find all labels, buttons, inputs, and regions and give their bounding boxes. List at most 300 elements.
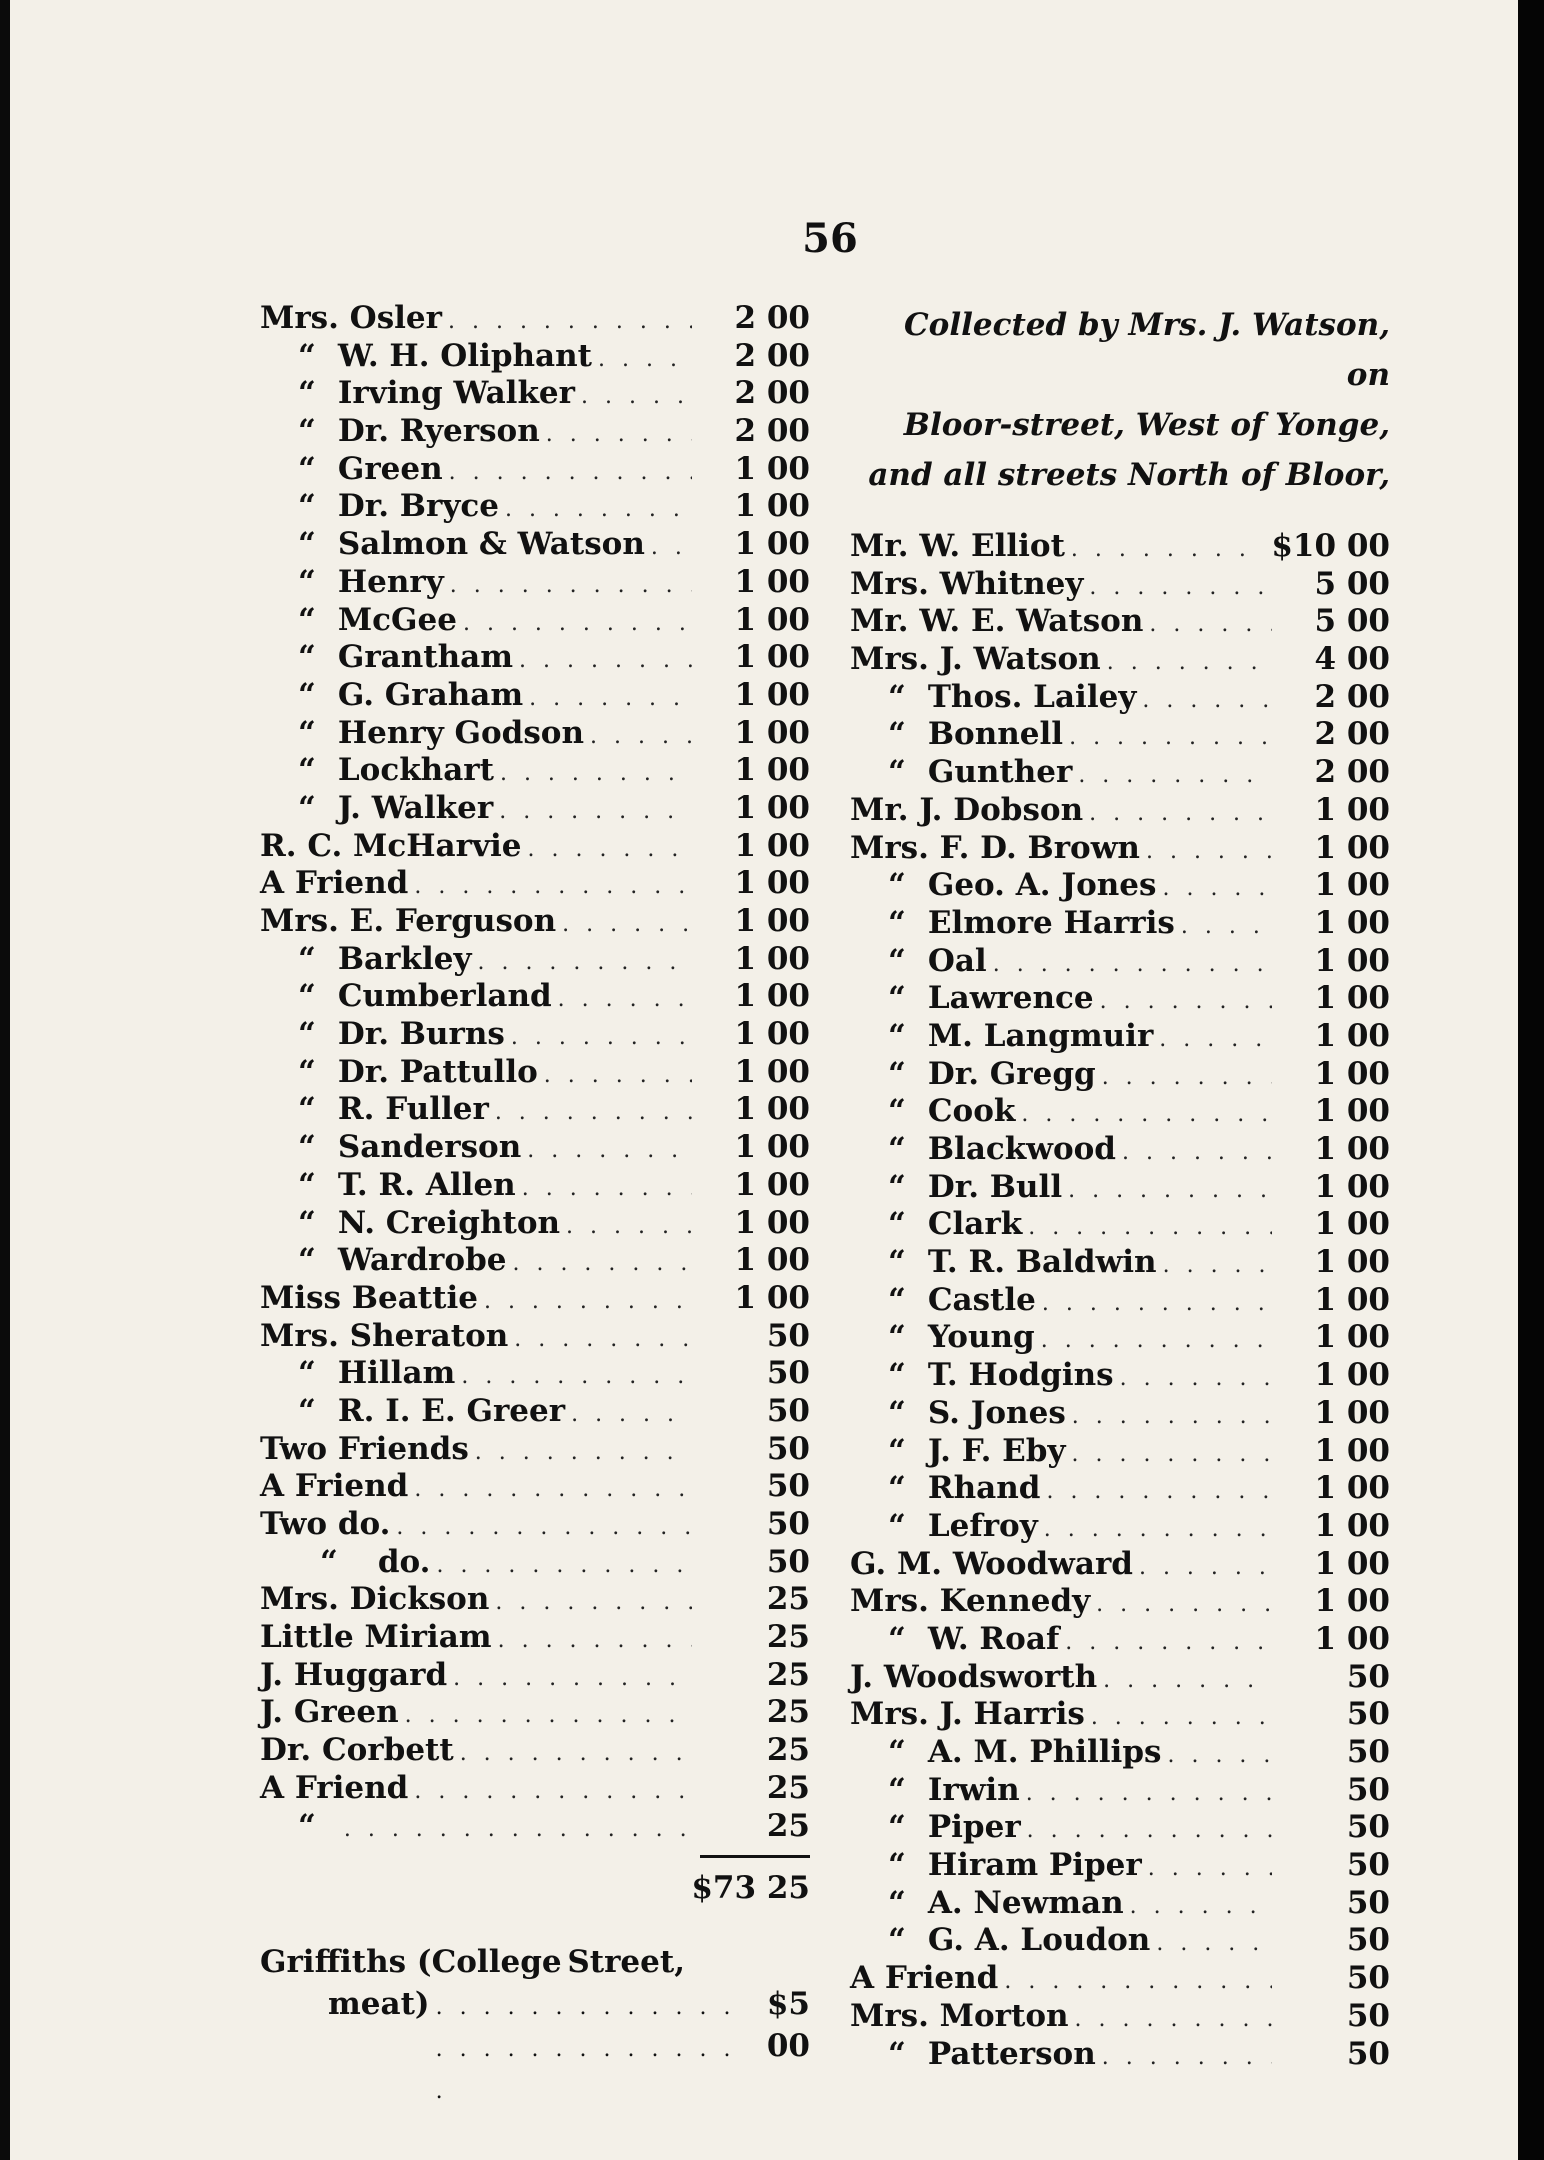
- ditto-mark: “: [888, 716, 906, 753]
- ditto-mark: “: [298, 1242, 316, 1279]
- leader-dots: [1102, 1059, 1272, 1097]
- donor-name: [260, 715, 584, 753]
- donor-name-text: Oal: [927, 942, 987, 979]
- list-item: [850, 1470, 1390, 1508]
- list-item: [260, 602, 810, 640]
- donation-amount: 50: [766, 1543, 810, 1580]
- donation-amount: 1 00: [1314, 1206, 1390, 1243]
- donor-name-text: S. Jones: [927, 1394, 1066, 1431]
- donor-name: [850, 1093, 1015, 1131]
- donor-name-text: Mrs. Morton: [850, 1997, 1069, 2034]
- donor-name-text: Dr. Bull: [927, 1168, 1063, 1205]
- list-item: [260, 338, 810, 376]
- ditto-mark: “: [888, 2035, 906, 2072]
- ditto-mark: “: [298, 1166, 316, 1203]
- donor-name: [850, 754, 1072, 792]
- heading-line-2: Bloor-street, West of Yonge,: [903, 407, 1390, 443]
- leader-dots: [522, 1170, 692, 1208]
- donor-name: [850, 1244, 1157, 1282]
- leader-dots: [1103, 1662, 1272, 1700]
- list-item: [260, 300, 810, 338]
- donor-name: [260, 1770, 408, 1808]
- donor-name: [850, 1960, 998, 1998]
- leader-dots: [1065, 1624, 1272, 1662]
- donor-name-text: Blackwood: [927, 1131, 1116, 1167]
- leader-dots: [1069, 719, 1272, 757]
- ditto-mark: “: [888, 1922, 906, 1959]
- donor-name: [850, 943, 987, 981]
- list-item: [850, 528, 1390, 566]
- leader-dots: [414, 1773, 692, 1811]
- donor-name-text: Gunther: [927, 754, 1073, 791]
- ditto-mark: “: [888, 1319, 906, 1356]
- leader-dots: [1181, 908, 1272, 946]
- list-item: [260, 903, 810, 941]
- ditto-mark: “: [888, 1093, 906, 1130]
- donor-name: [850, 1583, 1090, 1621]
- donor-name: [850, 792, 1083, 830]
- leader-dots: [529, 680, 692, 718]
- donor-name-text: Miss Beattie: [260, 1279, 478, 1316]
- ditto-mark: “: [888, 678, 906, 715]
- ditto-mark: “: [888, 1771, 906, 1808]
- donation-amount: 1 00: [1314, 1470, 1390, 1507]
- ditto-mark: “: [888, 1055, 906, 1092]
- list-item: [260, 1129, 810, 1167]
- page-number: 56: [802, 215, 858, 262]
- donor-name: [260, 1581, 489, 1619]
- ditto-mark: “: [888, 1281, 906, 1318]
- donation-amount: 1 00: [734, 488, 810, 525]
- donation-amount: 1 00: [734, 1053, 810, 1090]
- donor-name: [260, 639, 513, 677]
- donor-name-text: T. R. Baldwin: [927, 1244, 1157, 1281]
- griffiths-note: [260, 1941, 810, 2113]
- donor-name-text: Mrs. J. Harris: [850, 1696, 1085, 1733]
- list-item: [260, 1355, 810, 1393]
- leader-dots: [1072, 1398, 1272, 1436]
- donor-name-text: Rhand: [927, 1470, 1041, 1507]
- donor-name: [850, 1206, 1022, 1244]
- leader-dots: [527, 1132, 692, 1170]
- donor-name-text: Lawrence: [927, 980, 1094, 1017]
- list-item: [850, 792, 1390, 830]
- list-item: [260, 715, 810, 753]
- donor-name-text: A Friend: [850, 1960, 999, 1997]
- list-item: [260, 1016, 810, 1054]
- leader-dots: [499, 793, 692, 831]
- ditto-mark: “: [298, 639, 316, 676]
- list-item: [850, 1734, 1390, 1772]
- donation-amount: 50: [1346, 1960, 1390, 1997]
- donor-name-text: Thos. Lailey: [927, 678, 1137, 715]
- donation-amount: 1 00: [734, 1091, 810, 1128]
- donor-name-text: Hiram Piper: [927, 1847, 1142, 1884]
- donation-amount: 1 00: [734, 601, 810, 638]
- donation-amount: 25: [766, 1769, 810, 1806]
- donation-amount: 1 00: [1314, 1244, 1390, 1281]
- list-item: [850, 2036, 1390, 2074]
- donor-name-text: Salmon & Watson: [337, 526, 645, 563]
- list-item: [260, 1506, 810, 1544]
- donor-name: [260, 1205, 560, 1243]
- ditto-mark: “: [298, 450, 316, 487]
- donation-amount: 1 00: [734, 676, 810, 713]
- ditto-mark: “: [298, 526, 316, 563]
- list-item: [850, 1319, 1390, 1357]
- donation-amount: 5 00: [1314, 565, 1390, 602]
- donor-name-text: N. Creighton: [337, 1204, 561, 1241]
- leader-dots: [1107, 644, 1272, 682]
- donor-name-text: Clark: [927, 1206, 1023, 1243]
- donor-name: [850, 1282, 1036, 1320]
- list-item: [850, 1508, 1390, 1546]
- ditto-mark: “: [298, 1355, 316, 1392]
- leader-dots: [436, 1547, 692, 1585]
- list-item: [850, 716, 1390, 754]
- list-item: [850, 754, 1390, 792]
- list-item: [850, 1809, 1390, 1847]
- ditto-mark: “: [298, 601, 316, 638]
- left-entries-list: [260, 300, 810, 1845]
- donor-name-text: Dr. Gregg: [927, 1055, 1096, 1092]
- donor-name: [260, 1431, 469, 1469]
- donor-name-text: Green: [337, 450, 443, 487]
- ditto-mark: “: [888, 1394, 906, 1431]
- ditto-mark: “: [888, 1620, 906, 1657]
- donor-name: [850, 1131, 1116, 1169]
- leader-dots: [500, 755, 692, 793]
- donation-amount: 1 00: [1314, 867, 1390, 904]
- donation-amount: 2 00: [1314, 754, 1390, 791]
- leader-dots: [1046, 1473, 1272, 1511]
- donor-name-text: Little Miriam: [260, 1619, 492, 1656]
- leader-dots: [571, 1396, 692, 1434]
- donation-amount: $10 00: [1271, 528, 1390, 564]
- leader-dots: [581, 378, 692, 416]
- donor-name-text: J. F. Eby: [927, 1432, 1066, 1469]
- ditto-mark: “: [888, 1847, 906, 1884]
- leader-dots: [450, 567, 692, 605]
- donor-name: [850, 1018, 1153, 1056]
- donation-amount: 1 00: [734, 1129, 810, 1166]
- list-item: [260, 564, 810, 602]
- donation-amount: 50: [766, 1317, 810, 1354]
- donation-amount: 1 00: [1314, 1545, 1390, 1582]
- donor-name-text: Sanderson: [337, 1129, 522, 1166]
- list-item: [260, 1242, 810, 1280]
- donation-amount: 1 00: [1314, 1017, 1390, 1054]
- leader-dots: [590, 718, 692, 756]
- donation-amount: 1 00: [1314, 1281, 1390, 1318]
- donor-name: [260, 526, 645, 564]
- donor-name-text: J. Woodsworth: [850, 1658, 1098, 1695]
- donor-name: [850, 1772, 1020, 1810]
- note-line-1-a: Griffiths (College: [260, 1944, 562, 1981]
- donor-name-text: Dr. Pattullo: [337, 1053, 538, 1090]
- donor-name: [850, 716, 1063, 754]
- left-column: [260, 300, 810, 2113]
- donor-name: [850, 1734, 1161, 1772]
- ditto-mark: “: [888, 1168, 906, 1205]
- donor-name-text: M. Langmuir: [927, 1017, 1154, 1054]
- list-item: [850, 1357, 1390, 1395]
- list-item: [850, 1922, 1390, 1960]
- leader-dots: [344, 1811, 692, 1849]
- list-item: [260, 1808, 810, 1846]
- ditto-mark: “: [888, 1470, 906, 1507]
- list-item: [850, 1433, 1390, 1471]
- donor-name: [260, 1393, 565, 1431]
- donor-name: [260, 488, 499, 526]
- donation-amount: 1 00: [734, 865, 810, 902]
- donation-amount: 1 00: [734, 978, 810, 1015]
- leader-dots: [453, 1660, 692, 1698]
- donation-amount: 1 00: [1314, 1432, 1390, 1469]
- donor-name: [850, 1169, 1062, 1207]
- list-item: [850, 1621, 1390, 1659]
- donation-amount: 1 00: [734, 526, 810, 563]
- donor-name-text: Hillam: [337, 1355, 456, 1392]
- ditto-mark: “: [298, 1392, 316, 1429]
- donor-name-text: T. Hodgins: [927, 1357, 1114, 1394]
- leader-dots: [1159, 1021, 1272, 1059]
- donor-name: [850, 2036, 1096, 2074]
- donor-name-text: W. H. Oliphant: [337, 337, 593, 374]
- donor-name-text: A Friend: [260, 865, 409, 902]
- donation-amount: 1 00: [1314, 1168, 1390, 1205]
- donor-name: [260, 1355, 455, 1393]
- list-item: [260, 752, 810, 790]
- donor-name-text: Irving Walker: [337, 375, 575, 412]
- donor-name-text: A. Newman: [927, 1884, 1124, 1921]
- donation-amount: 50: [1346, 2035, 1390, 2072]
- donation-amount: 50: [766, 1506, 810, 1542]
- ditto-mark: “: [888, 1507, 906, 1544]
- donation-amount: 2 00: [734, 413, 810, 450]
- donor-name: [850, 1696, 1085, 1734]
- ditto-mark: “: [298, 1053, 316, 1090]
- donation-amount: 1 00: [734, 450, 810, 487]
- ditto-mark: “: [298, 789, 316, 826]
- ditto-mark: “: [888, 1809, 906, 1846]
- donor-name-text: Cook: [927, 1093, 1016, 1130]
- list-item: [260, 375, 810, 413]
- ditto-mark: “: [298, 337, 316, 374]
- list-item: [260, 1091, 810, 1129]
- leader-dots: [449, 454, 692, 492]
- donation-amount: 1 00: [1314, 1319, 1390, 1356]
- donor-name: [850, 905, 1175, 943]
- donor-name-text: Irwin: [927, 1771, 1020, 1808]
- list-item: [850, 603, 1390, 641]
- donor-name-text: Cumberland: [337, 978, 552, 1015]
- donation-amount: 50: [1346, 1658, 1390, 1695]
- donor-name-text: G. Graham: [337, 676, 524, 713]
- note-amount: $5 00: [766, 1986, 810, 2065]
- list-item: [260, 1280, 810, 1318]
- list-item: [260, 1431, 810, 1469]
- leader-dots: [512, 1245, 692, 1283]
- donor-name: [260, 1468, 408, 1506]
- leader-dots: [1100, 983, 1272, 1021]
- donor-name: [850, 641, 1101, 679]
- donor-name: [850, 1885, 1124, 1923]
- ditto-mark: “: [298, 1807, 316, 1844]
- donation-amount: 1 00: [1314, 980, 1390, 1017]
- leader-dots: [405, 1697, 692, 1735]
- list-item: [850, 1847, 1390, 1885]
- donor-name: [850, 1847, 1142, 1885]
- leader-dots: [1021, 1096, 1272, 1134]
- donor-name: [850, 1621, 1059, 1659]
- donor-name-text: Two Friends: [260, 1430, 469, 1467]
- leader-dots: [436, 1987, 754, 2113]
- donor-name: [260, 1318, 508, 1356]
- list-item: [850, 830, 1390, 868]
- leader-dots: [1091, 1699, 1272, 1737]
- leader-dots: [1071, 1436, 1272, 1474]
- leader-dots: [461, 1358, 692, 1396]
- list-item: [850, 1395, 1390, 1433]
- donation-amount: 25: [766, 1656, 810, 1693]
- donor-name-text: Henry: [337, 563, 444, 600]
- donor-name: [850, 566, 1083, 604]
- list-item: [260, 526, 810, 564]
- note-line-2: [260, 1983, 810, 2113]
- list-item: [260, 1544, 810, 1582]
- donor-name: [850, 1508, 1038, 1546]
- donor-name-text: Mrs. F. D. Brown: [850, 829, 1140, 866]
- donation-amount: 25: [766, 1581, 810, 1618]
- donor-name: [850, 603, 1143, 641]
- donor-name: [850, 1433, 1065, 1471]
- leader-dots: [1130, 1888, 1272, 1926]
- donation-amount: 50: [1346, 1884, 1390, 1921]
- leader-dots: [463, 605, 692, 643]
- donation-amount: 50: [1346, 1809, 1390, 1846]
- donor-name-text: R. Fuller: [337, 1091, 489, 1128]
- ditto-mark: “: [888, 980, 906, 1017]
- leader-dots: [414, 1471, 692, 1509]
- ditto-mark: “: [320, 1543, 338, 1580]
- list-item: [260, 1581, 810, 1619]
- donor-name: [260, 1167, 516, 1205]
- list-item: [850, 1885, 1390, 1923]
- leader-dots: [993, 946, 1272, 984]
- leader-dots: [1075, 2001, 1272, 2039]
- leader-dots: [1089, 569, 1272, 607]
- leader-dots: [414, 868, 692, 906]
- donor-name-text: Castle: [927, 1281, 1036, 1318]
- list-item: [850, 1018, 1390, 1056]
- donor-name: [260, 1694, 399, 1732]
- donation-amount: 50: [766, 1468, 810, 1505]
- list-item: [850, 641, 1390, 679]
- leader-dots: [519, 642, 692, 680]
- ditto-mark: “: [298, 1016, 316, 1053]
- donation-amount: 50: [1346, 1847, 1390, 1884]
- donor-name: [850, 867, 1156, 905]
- donation-amount: 2 00: [1314, 678, 1390, 715]
- ditto-mark: “: [888, 1131, 906, 1167]
- donor-name-text: R. I. E. Greer: [337, 1392, 566, 1429]
- donor-name-text: Henry Godson: [337, 714, 585, 751]
- leader-dots: [514, 1321, 692, 1359]
- list-item: [850, 1093, 1390, 1131]
- donor-name: [850, 528, 1065, 566]
- ditto-mark: “: [298, 563, 316, 600]
- list-item: [850, 1131, 1390, 1169]
- list-item: [260, 1318, 810, 1356]
- page: [10, 0, 1520, 2160]
- donation-amount: 2 00: [734, 300, 810, 336]
- donor-name: [260, 752, 494, 790]
- donor-name: [850, 679, 1136, 717]
- donor-name-text: Dr. Burns: [337, 1016, 505, 1053]
- donation-amount: 1 00: [734, 1016, 810, 1053]
- donation-amount: 1 00: [734, 1279, 810, 1316]
- donor-name: [260, 1054, 538, 1092]
- donor-name-text: Dr. Bryce: [337, 488, 499, 525]
- list-item: [850, 980, 1390, 1018]
- donor-name: [260, 338, 592, 376]
- leader-dots: [477, 944, 692, 982]
- donor-name-text: Mrs. E. Ferguson: [260, 903, 557, 939]
- leader-dots: [1026, 1775, 1272, 1813]
- donor-name-text: G. A. Loudon: [927, 1922, 1151, 1959]
- donor-name-text: Patterson: [927, 2035, 1096, 2072]
- donation-amount: 1 00: [734, 827, 810, 864]
- leader-dots: [475, 1434, 692, 1472]
- donor-name: [260, 602, 457, 640]
- donation-amount: 1 00: [1314, 1093, 1390, 1130]
- list-item: [260, 1694, 810, 1732]
- donation-amount: 50: [766, 1355, 810, 1392]
- leader-dots: [558, 981, 692, 1019]
- donor-name: [260, 451, 443, 489]
- ditto-mark: “: [298, 714, 316, 751]
- ditto-mark: “: [298, 413, 316, 450]
- donor-name-text: Dr. Ryerson: [337, 413, 540, 450]
- donor-name-text: Piper: [927, 1809, 1021, 1846]
- leader-dots: [1041, 1322, 1272, 1360]
- list-item: [850, 1546, 1390, 1584]
- ditto-mark: “: [298, 752, 316, 789]
- donation-amount: 2 00: [734, 337, 810, 374]
- leader-dots: [1004, 1963, 1272, 2001]
- donor-name: [260, 1091, 489, 1129]
- list-item: [260, 1468, 810, 1506]
- note-line-1: [260, 1941, 685, 1983]
- donor-name: [850, 1319, 1035, 1357]
- list-item: [260, 1205, 810, 1243]
- leader-dots: [527, 831, 692, 869]
- leader-dots: [396, 1509, 692, 1547]
- donor-name: [260, 1242, 506, 1280]
- donation-amount: 25: [766, 1807, 810, 1844]
- ditto-mark: “: [888, 867, 906, 904]
- list-item: [850, 1169, 1390, 1207]
- donation-amount: 1 00: [1314, 904, 1390, 941]
- donor-name: [260, 865, 408, 903]
- leader-dots: [1149, 606, 1272, 644]
- donor-name: [260, 1544, 430, 1582]
- donor-name: [850, 1357, 1114, 1395]
- leader-dots: [498, 1622, 692, 1660]
- donor-name-text: do.: [377, 1543, 431, 1580]
- leader-dots: [598, 341, 692, 379]
